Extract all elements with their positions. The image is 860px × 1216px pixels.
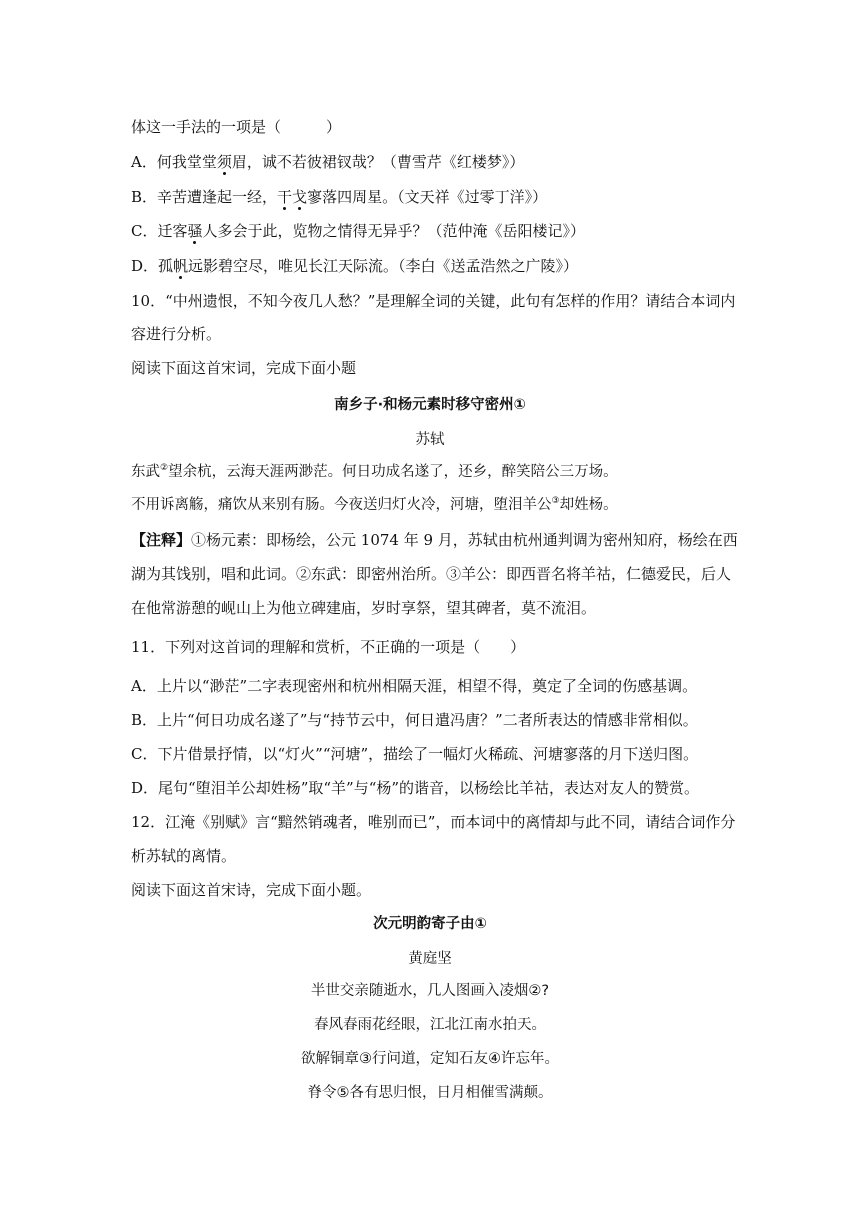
emphasis-char: 须 xyxy=(216,153,232,171)
emphasis-char: 干 xyxy=(277,188,293,206)
footnote-marker: ② xyxy=(160,463,169,474)
footnote-marker: ③ xyxy=(551,496,560,507)
question-12-line-1: 12．江淹《别赋》言“黯然销魂者，唯别而已”，而本词中的离情却与此不同，请结合词作分 xyxy=(131,813,736,831)
notes-line-2: 湖为其饯别，唱和此词。②东武：即密州治所。③羊公：即西晋名将羊祜，仁德爱民，后人 xyxy=(131,565,732,583)
question-9-stem-tail: 体这一手法的一项是（ ） xyxy=(131,118,342,136)
poem-2-line-1: 半世交亲随逝水，几人图画入凌烟②? xyxy=(310,983,550,999)
q9-option-a[interactable]: A．何我堂堂须眉，诚不若彼裙钗哉？（曹雪芹《红楼梦》） xyxy=(131,153,525,171)
poem-1-title: 南乡子·和杨元素时移守密州① xyxy=(334,397,526,413)
poem-1-line-2: 不用诉离觞，痛饮从来别有肠。今夜送归灯火冷，河塘，堕泪羊公③却姓杨。 xyxy=(131,496,618,513)
poem-1-author: 苏轼 xyxy=(415,432,445,448)
q11-option-a[interactable]: A．上片以“渺茫”二字表现密州和杭州相隔天涯，相望不得，奠定了全词的伤感基调。 xyxy=(131,677,698,695)
emphasis-char: 帆 xyxy=(173,257,189,275)
notes-line-1: 【注释】①杨元素：即杨绘，公元 1074 年 9 月，苏轼由杭州通判调为密州知府，杨绘在西 xyxy=(131,531,738,549)
poem-2-line-2: 春风春雨花经眼，江北江南水拍天。 xyxy=(314,1017,546,1033)
q11-option-c[interactable]: C．下片借景抒情，以“灯火”“河塘”，描绘了一幅灯火稀疏、河塘寥落的月下送归图。 xyxy=(131,745,699,763)
poem-2-title: 次元明韵寄子由① xyxy=(373,916,487,932)
question-12-line-2: 析苏轼的离情。 xyxy=(131,847,237,865)
q9-option-b[interactable]: B．辛苦遭逢起一经，干戈寥落四周星。（文天祥《过零丁洋》） xyxy=(131,188,548,206)
question-10-line-1: 10．“中州遗恨，不知今夜几人愁？”是理解全词的关键，此句有怎样的作用？请结合本词内 xyxy=(131,292,736,310)
poem-1-line-1: 东武②望余杭，云海天涯两渺茫。何日功成名遂了，还乡，醉笑陪公三万场。 xyxy=(131,463,618,480)
reading-intro-2: 阅读下面这首宋诗，完成下面小题。 xyxy=(131,881,372,899)
notes-label: 【注释】 xyxy=(131,531,192,549)
reading-intro-1: 阅读下面这首宋词，完成下面小题 xyxy=(131,359,357,377)
q9-option-c[interactable]: C．迁客骚人多会于此，览物之情得无异乎？（范仲淹《岳阳楼记》） xyxy=(131,222,586,240)
q9-option-d[interactable]: D．孤帆远影碧空尽，唯见长江天际流。（李白《送孟浩然之广陵》） xyxy=(131,257,579,275)
notes-line-3: 在他常游憩的岘山上为他立碑建庙，岁时享祭，望其碑者，莫不流泪。 xyxy=(131,599,597,617)
question-11-stem: 11．下列对这首词的理解和赏析，不正确的一项是（ ） xyxy=(131,638,526,656)
question-10-line-2: 容进行分析。 xyxy=(131,325,222,343)
q11-option-b[interactable]: B．上片“何日功成名遂了”与“持节云中，何日遣冯唐？”二者所表达的情感非常相似。 xyxy=(131,711,698,729)
poem-2-author: 黄庭坚 xyxy=(408,951,452,967)
poem-2-line-4: 脊令⑤各有思归恨，日月相催雪满颠。 xyxy=(307,1085,553,1101)
poem-2-line-3: 欲解铜章③行问道，定知石友④许忘年。 xyxy=(301,1051,559,1067)
emphasis-char: 戈 xyxy=(292,188,308,206)
q11-option-d[interactable]: D．尾句“堕泪羊公却姓杨”取“羊”与“杨”的谐音，以杨绘比羊祜，表达对友人的赞赏。 xyxy=(131,779,700,797)
emphasis-char: 骚 xyxy=(187,222,203,240)
